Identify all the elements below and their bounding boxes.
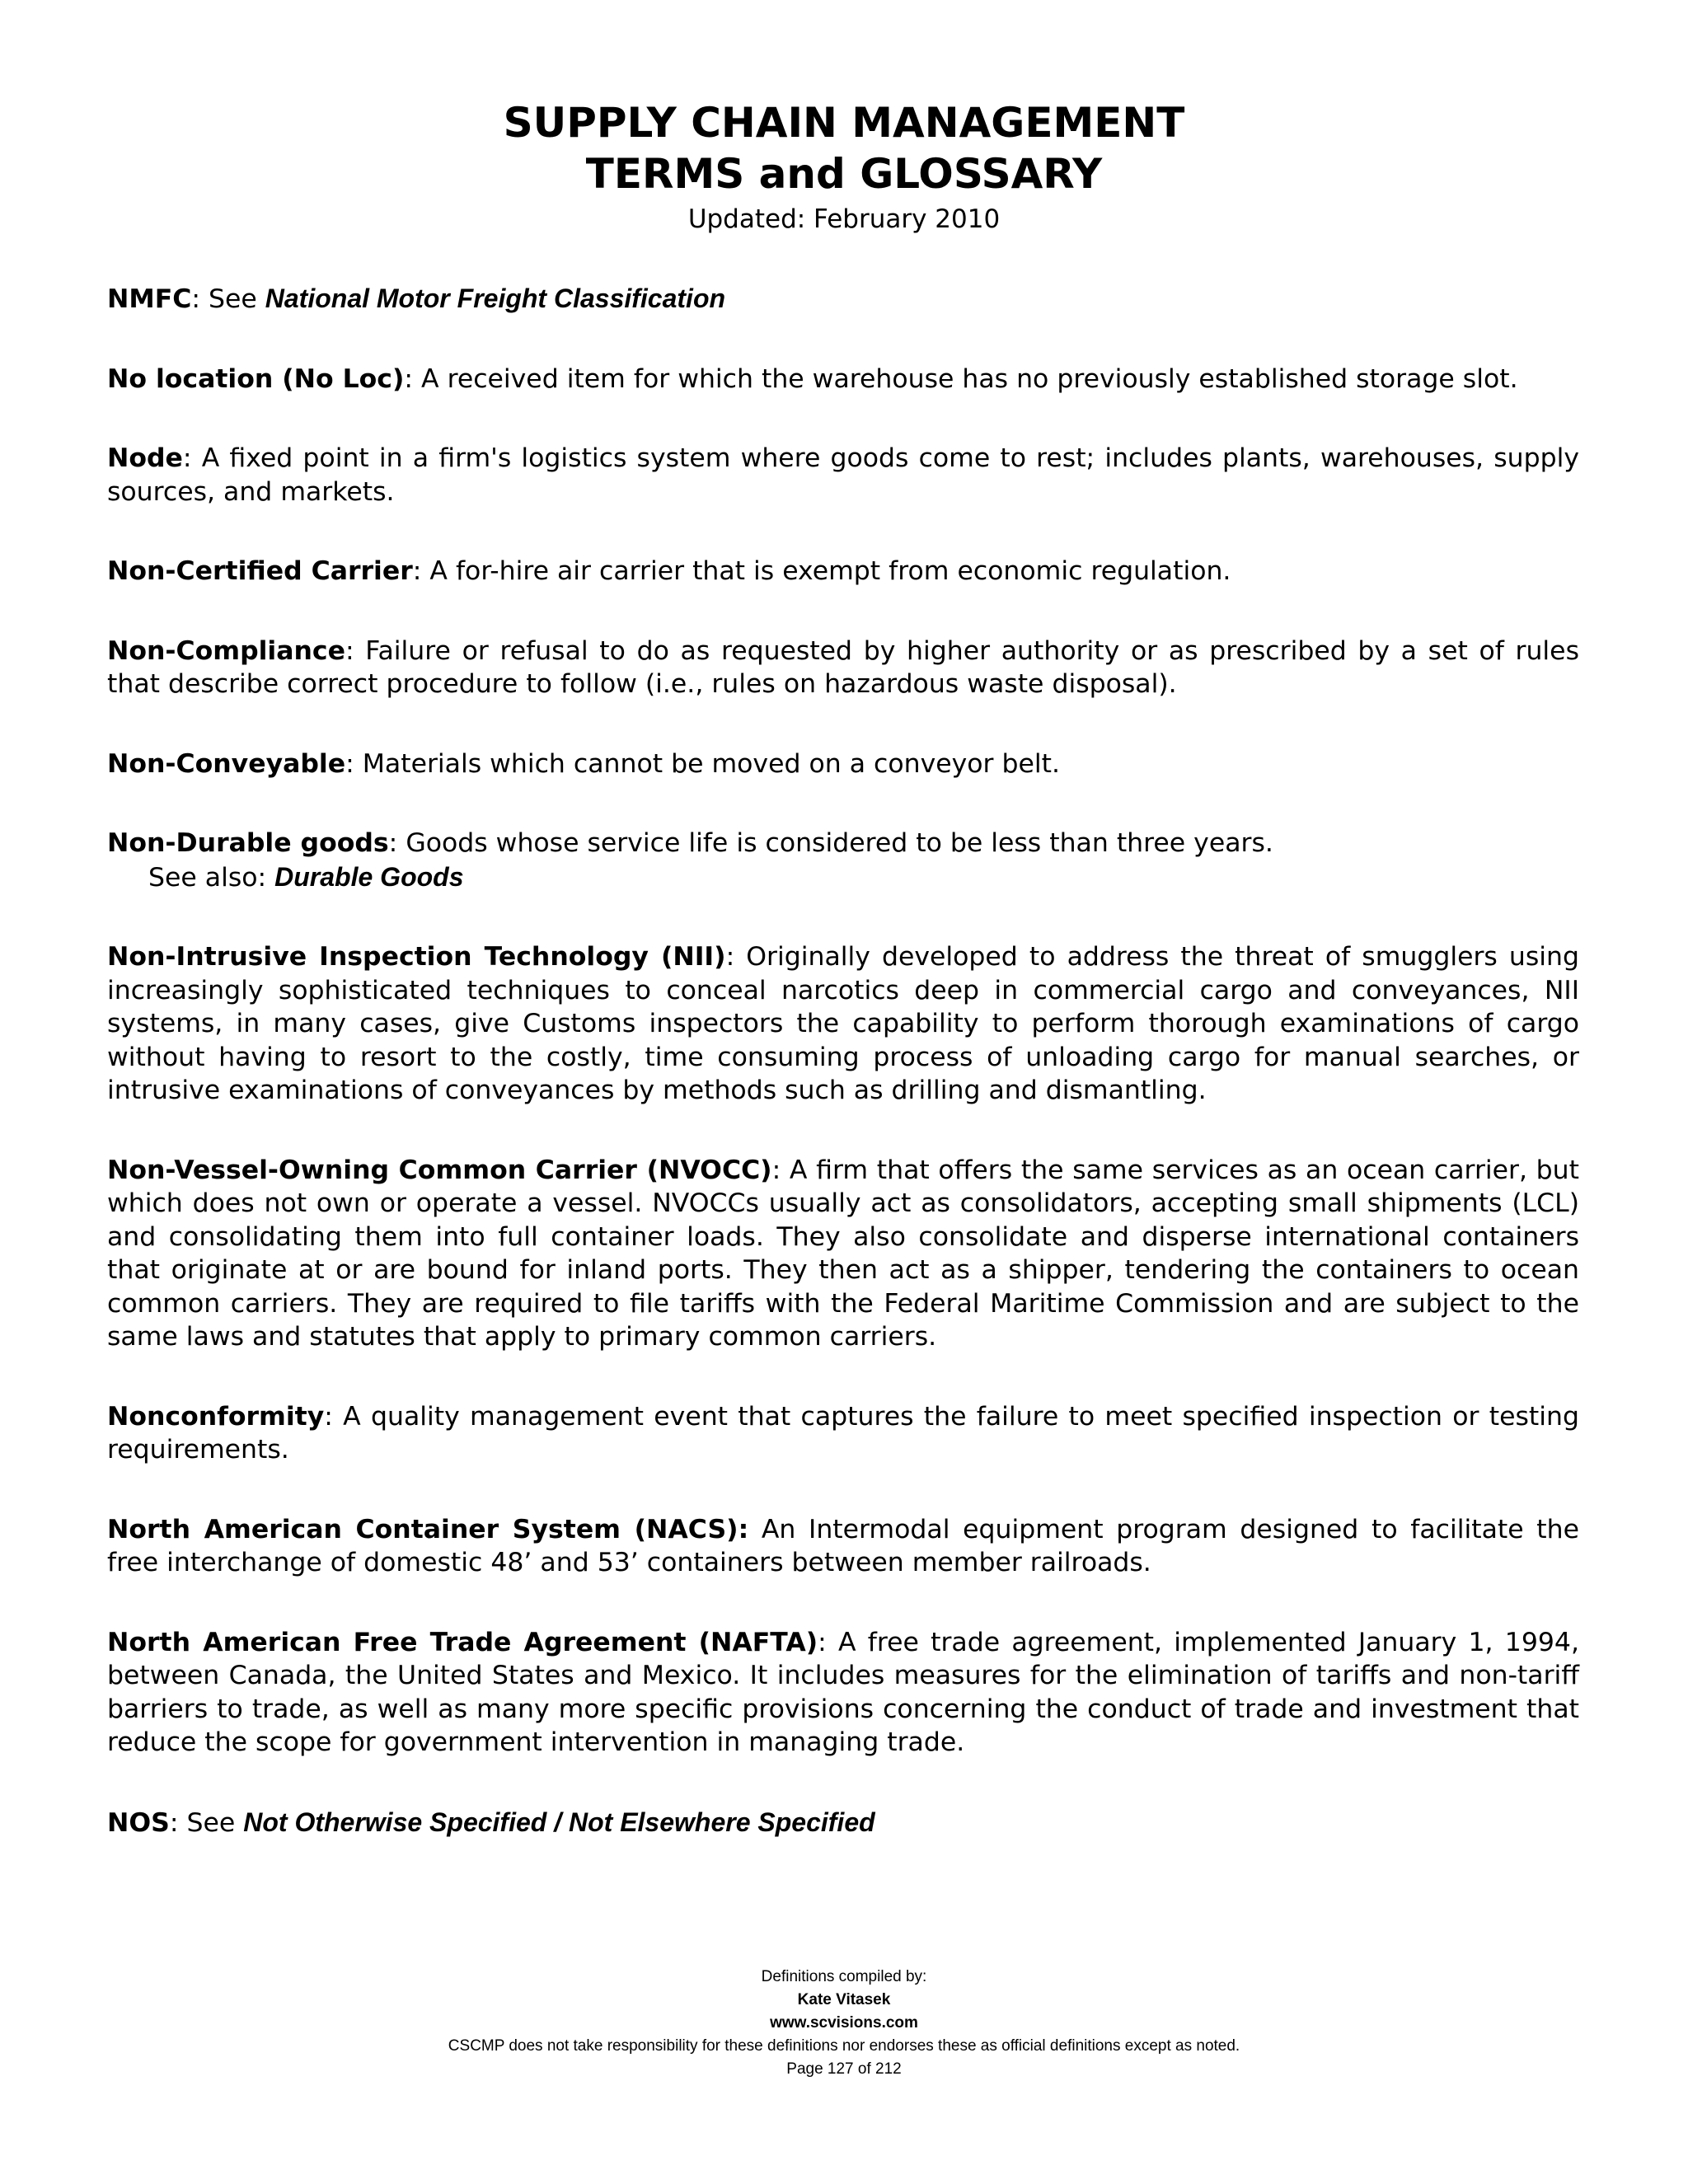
glossary-entry-nacs <box>107 1513 1579 1580</box>
glossary-entry-non-certified-carrier <box>107 555 1579 588</box>
glossary-entry-non-compliance <box>107 635 1579 701</box>
term-separator: : <box>182 443 202 473</box>
glossary-definition: Originally developed to address the threat of smugglers using increasingly sophisticated techniques to conceal narcotics deep in commercial cargo and conveyances, NII systems, in many cases, give Customs inspectors the capability to perform thorough examinations of cargo without having to resort to the costly, time consuming process of unloading cargo for manual searches, or intrusive examinations of conveyances by methods such as drilling and dismantling. <box>107 942 1579 1105</box>
glossary-definition: A quality management event that captures the failure to meet specified inspection or testing requirements. <box>107 1401 1579 1465</box>
updated-date: Updated: February 2010 <box>687 204 1001 234</box>
cross-reference: Not Otherwise Specified / Not Elsewhere Specified <box>243 1807 875 1837</box>
glossary-term: Non-Durable goods <box>107 828 389 858</box>
document-title-line-2: TERMS and GLOSSARY <box>585 150 1103 198</box>
glossary-definition: An Intermodal equipment program designed to facilitate the free interchange of domestic 48’ and 53’ containers between member railroads. <box>107 1514 1579 1577</box>
document-header <box>0 97 1688 236</box>
term-separator: : <box>818 1627 838 1657</box>
glossary-entry-nvocc <box>107 1154 1579 1354</box>
term-separator: : <box>404 363 422 394</box>
term-separator: : <box>388 828 406 858</box>
term-separator: : <box>345 635 366 666</box>
page-footer <box>0 1966 1688 2081</box>
glossary-term: North American Free Trade Agreement (NAFTA) <box>107 1627 818 1657</box>
glossary-definition: A free trade agreement, implemented January 1, 1994, between Canada, the United States and Mexico. It includes measures for the elimination of tariffs and non-tariff barriers to trade, as well as many more specific provisions concerning the conduct of trade and investment that reduce the scope for government intervention in managing trade. <box>107 1627 1579 1757</box>
term-separator: : See <box>169 1807 244 1838</box>
glossary-entry-nos <box>107 1806 1579 1840</box>
cross-reference: Durable Goods <box>274 861 464 892</box>
glossary-entries <box>107 282 1579 1886</box>
see-also-label: See also: <box>148 862 275 893</box>
term-separator: : <box>771 1155 790 1185</box>
term-separator: : See <box>191 284 265 314</box>
glossary-entry-non-conveyable <box>107 748 1579 781</box>
glossary-definition: A for-hire air carrier that is exempt from economic regulation. <box>429 556 1231 586</box>
footer-author: Kate Vitasek <box>797 1991 891 2008</box>
glossary-definition: A firm that offers the same services as an ocean carrier, but which does not own or operate a vessel. NVOCCs usually act as consolidators, accepting small shipments (LCL) and consolidating them into full container loads. They also consolidate and disperse international containers that originate at or are bound for inland ports. They then act as a shipper, tendering the containers to ocean common carriers. They are required to file tariffs with the Federal Maritime Commission and are subject to the same laws and statutes that apply to primary common carriers. <box>107 1155 1579 1352</box>
glossary-entry-nonconformity <box>107 1400 1579 1467</box>
see-also-line <box>107 860 1579 895</box>
term-separator: : <box>725 942 747 972</box>
glossary-entry-nafta <box>107 1626 1579 1760</box>
glossary-term: Nonconformity <box>107 1401 325 1432</box>
term-separator: : <box>324 1401 344 1432</box>
document-title-line-1: SUPPLY CHAIN MANAGEMENT <box>503 99 1185 147</box>
glossary-definition: Materials which cannot be moved on a conveyor belt. <box>362 748 1060 779</box>
glossary-entry-no-location <box>107 363 1579 396</box>
term-separator <box>748 1515 762 1544</box>
glossary-term: Non-Certified Carrier <box>107 556 413 586</box>
glossary-definition: Failure or refusal to do as requested by higher authority or as prescribed by a set of rules that describe correct procedure to follow (i.e., rules on hazardous waste disposal). <box>107 635 1579 699</box>
glossary-entry-nmfc <box>107 282 1579 316</box>
glossary-term: No location (No Loc) <box>107 363 405 394</box>
page-number: Page 127 of 212 <box>786 2060 902 2078</box>
cross-reference: National Motor Freight Classification <box>265 284 726 313</box>
footer-disclaimer: CSCMP does not take responsibility for these definitions nor endorses these as official definitions except as noted. <box>448 2037 1240 2055</box>
glossary-term: Non-Intrusive Inspection Technology (NII) <box>107 942 726 972</box>
glossary-entry-nii <box>107 940 1579 1108</box>
footer-compiled-by: Definitions compiled by: <box>761 1968 927 1985</box>
glossary-term: NMFC <box>107 284 192 314</box>
glossary-term: Node <box>107 443 183 473</box>
glossary-term: Non-Conveyable <box>107 748 346 779</box>
glossary-term: Non-Vessel-Owning Common Carrier (NVOCC) <box>107 1155 772 1185</box>
footer-website-link[interactable]: www.scvisions.com <box>770 2014 918 2032</box>
glossary-term: Non-Compliance <box>107 635 345 666</box>
glossary-definition: A received item for which the warehouse has no previously established storage slot. <box>421 363 1518 394</box>
glossary-definition: A fixed point in a firm's logistics system where goods come to rest; includes plants, warehouses, supply sources, and markets. <box>107 443 1579 507</box>
glossary-entry-node <box>107 442 1579 509</box>
glossary-entry-non-durable-goods <box>107 827 1579 894</box>
term-separator: : <box>345 748 363 779</box>
term-separator: : <box>412 556 430 586</box>
glossary-definition: Goods whose service life is considered to be less than three years. <box>406 828 1273 858</box>
glossary-term: North American Container System (NACS): <box>107 1514 749 1544</box>
glossary-term: NOS <box>107 1807 170 1838</box>
